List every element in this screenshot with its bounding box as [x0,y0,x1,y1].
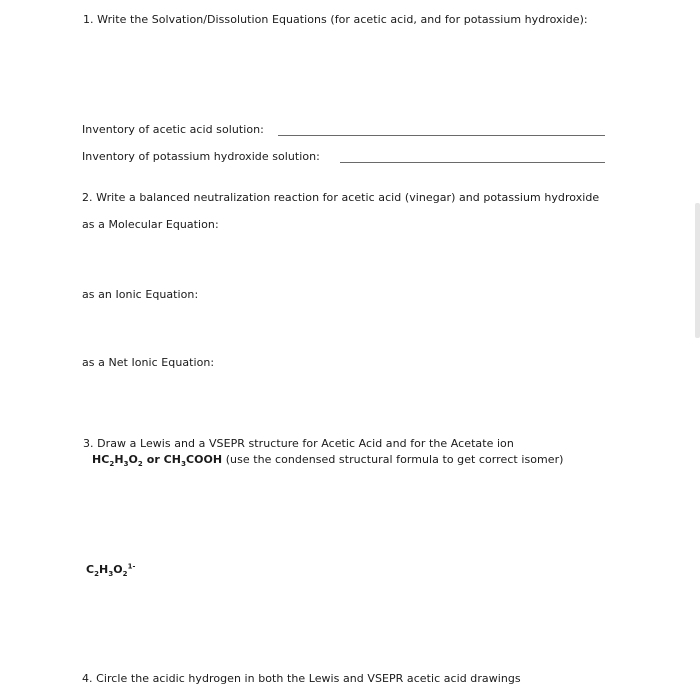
formula-part: H [99,563,109,576]
question-4-prompt: 4. Circle the acidic hydrogen in both the Lewis and VSEPR acetic acid drawings [82,672,521,685]
formula-subscript: 3 [108,570,114,579]
formula-part: C [86,563,95,576]
formula-part: O [113,563,123,576]
formula-part: O [128,453,138,466]
net-ionic-equation-label: as a Net Ionic Equation: [82,356,215,369]
formula-subscript: 2 [94,570,100,579]
question-2-prompt: 2. Write a balanced neutralization reaction for acetic acid (vinegar) and potassium hydroxide [82,191,600,204]
formula-subscript: 2 [122,570,128,579]
acetic-acid-formula-line [92,453,564,469]
acetate-ion-formula [86,562,136,579]
ionic-equation-label: as an Ionic Equation: [82,288,199,301]
formula-part: H [114,453,124,466]
formula-subscript: 2 [109,460,115,469]
acetic-acid-formula [92,453,223,469]
inventory-acetic-acid-blank [278,135,605,136]
inventory-acetic-acid-label: Inventory of acetic acid solution: [82,123,264,136]
formula-subscript: 2 [137,460,143,469]
inventory-potassium-hydroxide-blank [340,162,605,163]
formula-charge: 1- [127,562,136,571]
formula-part: or CH [142,453,182,466]
scrollbar-thumb[interactable] [695,203,700,338]
question-1-prompt: 1. Write the Solvation/Dissolution Equations (for acetic acid, and for potassium hydroxide): [83,13,588,26]
formula-part: HC [92,453,110,466]
formula-subscript: 3 [123,460,129,469]
formula-note: (use the condensed structural formula to get correct isomer) [225,453,564,466]
molecular-equation-label: as a Molecular Equation: [82,218,219,231]
formula-subscript: 3 [181,460,186,469]
inventory-potassium-hydroxide-label: Inventory of potassium hydroxide solution: [82,150,320,163]
formula-part: COOH [185,453,223,466]
question-3-prompt: 3. Draw a Lewis and a VSEPR structure for Acetic Acid and for the Acetate ion [83,437,514,450]
